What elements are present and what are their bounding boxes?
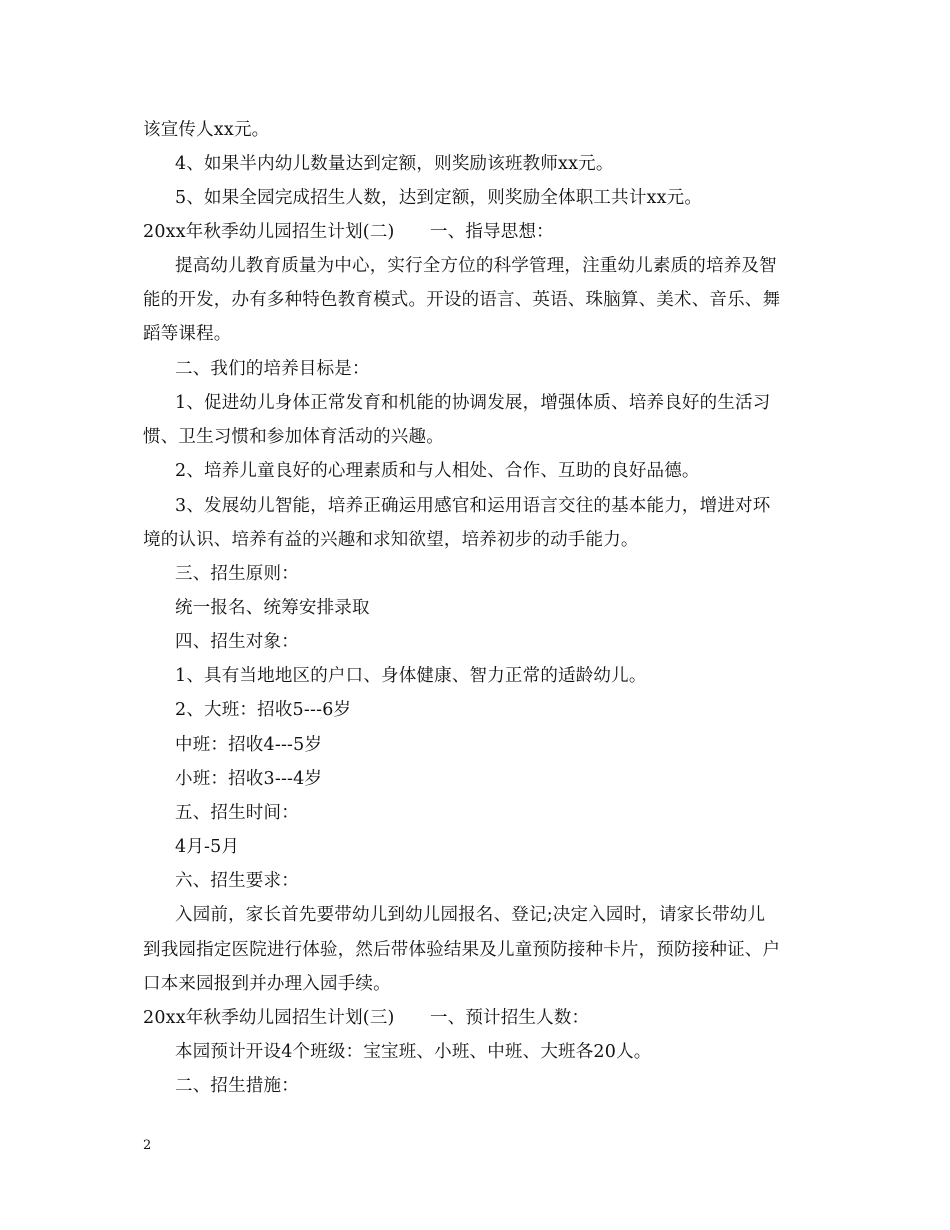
text-line: 本园预计开设4个班级：宝宝班、小班、中班、大班各20人。 — [175, 1042, 652, 1062]
text-line: 统一报名、统筹安排录取 — [175, 598, 370, 618]
text-line: 该宣传人xx元。 — [143, 120, 270, 140]
text-line: 六、招生要求： — [175, 871, 299, 891]
text-line: 提高幼儿教育质量为中心，实行全方位的科学管理，注重幼儿素质的培养及智 — [175, 256, 777, 276]
text-line: 中班：招收4---5岁 — [175, 735, 323, 755]
text-line: 3、发展幼儿智能，培养正确运用感官和运用语言交往的基本能力，增进对环 — [175, 496, 771, 516]
text-line: 4、如果半内幼儿数量达到定额，则奖励该班教师xx元。 — [175, 154, 614, 174]
section-heading: 20xx年秋季幼儿园招生计划(二) 一、指导思想： — [143, 222, 554, 242]
text-line: 五、招生时间： — [175, 803, 299, 823]
text-line: 到我园指定医院进行体验，然后带体验结果及儿童预防接种卡片，预防接种证、户 — [143, 940, 781, 960]
text-line: 入园前，家长首先要带幼儿到幼儿园报名、登记;决定入园时，请家长带幼儿 — [175, 905, 766, 925]
text-line: 二、我们的培养目标是： — [175, 359, 370, 379]
section-heading: 20xx年秋季幼儿园招生计划(三) 一、预计招生人数： — [143, 1008, 590, 1028]
text-line: 四、招生对象： — [175, 632, 299, 652]
text-line: 二、招生措施： — [175, 1076, 299, 1096]
text-line: 惯、卫生习惯和参加体育活动的兴趣。 — [143, 427, 444, 447]
text-line: 能的开发，办有多种特色教育模式。开设的语言、英语、珠脑算、美术、音乐、舞 — [143, 290, 781, 310]
text-line: 口本来园报到并办理入园手续。 — [143, 974, 391, 994]
text-line: 1、促进幼儿身体正常发育和机能的协调发展，增强体质、培养良好的生活习 — [175, 393, 771, 413]
text-line: 1、具有当地地区的户口、身体健康、智力正常的适龄幼儿。 — [175, 666, 647, 686]
text-line: 蹈等课程。 — [143, 324, 232, 344]
text-line: 境的认识、培养有益的兴趣和求知欲望，培养初步的动手能力。 — [143, 530, 639, 550]
text-line: 4月-5月 — [175, 837, 240, 857]
text-line: 2、培养儿童良好的心理素质和与人相处、合作、互助的良好品德。 — [175, 461, 700, 481]
text-line: 2、大班：招收5---6岁 — [175, 700, 352, 720]
text-line: 小班：招收3---4岁 — [175, 769, 323, 789]
page-number: 2 — [143, 1138, 152, 1153]
text-line: 三、招生原则： — [175, 564, 299, 584]
text-line: 5、如果全园完成招生人数，达到定额，则奖励全体职工共计xx元。 — [175, 188, 703, 208]
